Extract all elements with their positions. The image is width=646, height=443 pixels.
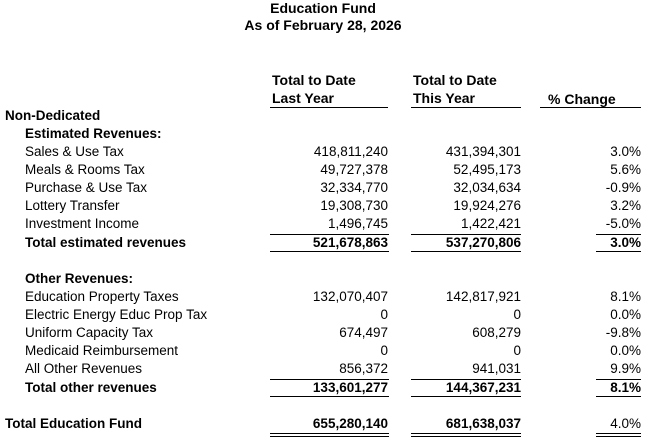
grand-total-this: 681,638,037 bbox=[445, 416, 521, 431]
estimated-row-last-year: 1,496,745 bbox=[327, 216, 388, 231]
grand-total-pct: 4.0% bbox=[610, 416, 641, 431]
other-row-pct-change: 8.1% bbox=[610, 289, 641, 304]
other-row-this-year: 608,279 bbox=[472, 325, 521, 340]
estimated-row-label: Sales & Use Tax bbox=[25, 144, 124, 159]
other-row-last-year: 0 bbox=[380, 307, 388, 322]
estimated-row-pct-change: 3.2% bbox=[610, 198, 641, 213]
estimated-row-last-year: 418,811,240 bbox=[313, 144, 388, 159]
col-last-year-header-line2: Last Year bbox=[272, 90, 335, 106]
other-revenues-heading: Other Revenues: bbox=[25, 271, 134, 286]
total-other-last: 133,601,277 bbox=[312, 380, 388, 395]
estimated-row-this-year: 431,394,301 bbox=[445, 144, 521, 159]
other-row-this-year: 0 bbox=[513, 307, 521, 322]
total-other-label: Total other revenues bbox=[25, 380, 157, 395]
other-row-last-year: 674,497 bbox=[339, 325, 388, 340]
estimated-row-this-year: 1,422,421 bbox=[460, 216, 521, 231]
grand-total-last: 655,280,140 bbox=[312, 416, 388, 431]
other-row-pct-change: 0.0% bbox=[610, 307, 641, 322]
estimated-row-label: Meals & Rooms Tax bbox=[25, 162, 145, 177]
estimated-row-pct-change: 3.0% bbox=[610, 144, 641, 159]
estimated-row-pct-change: -5.0% bbox=[605, 216, 641, 231]
col-pct-change-header: % Change bbox=[548, 91, 616, 107]
total-estimated-pct: 3.0% bbox=[610, 235, 641, 250]
col-last-year-header-line1: Total to Date bbox=[272, 72, 356, 88]
other-row-last-year: 0 bbox=[380, 343, 388, 358]
estimated-row-last-year: 32,334,770 bbox=[320, 180, 388, 195]
total-estimated-last: 521,678,863 bbox=[312, 235, 388, 250]
estimated-row-last-year: 49,727,378 bbox=[320, 162, 388, 177]
section-label-non-dedicated: Non-Dedicated bbox=[5, 108, 101, 123]
total-other-pct: 8.1% bbox=[610, 380, 641, 395]
estimated-row-this-year: 19,924,276 bbox=[453, 198, 521, 213]
other-row-this-year: 142,817,921 bbox=[445, 289, 521, 304]
estimated-row-last-year: 19,308,730 bbox=[320, 198, 388, 213]
estimated-row-this-year: 52,495,173 bbox=[453, 162, 521, 177]
other-row-pct-change: 9.9% bbox=[610, 361, 641, 376]
other-row-this-year: 941,031 bbox=[472, 361, 521, 376]
total-estimated-label: Total estimated revenues bbox=[25, 235, 187, 250]
estimated-row-label: Lottery Transfer bbox=[25, 198, 120, 213]
other-row-label: Uniform Capacity Tax bbox=[25, 325, 154, 340]
grand-total-label: Total Education Fund bbox=[5, 416, 142, 431]
other-row-pct-change: 0.0% bbox=[610, 343, 641, 358]
estimated-row-label: Purchase & Use Tax bbox=[25, 180, 148, 195]
estimated-row-label: Investment Income bbox=[25, 216, 140, 231]
report-subtitle: As of February 28, 2026 bbox=[244, 17, 402, 33]
other-row-this-year: 0 bbox=[513, 343, 521, 358]
other-row-label: Education Property Taxes bbox=[25, 289, 179, 304]
total-other-this: 144,367,231 bbox=[445, 380, 521, 395]
col-this-year-header-line1: Total to Date bbox=[413, 72, 497, 88]
other-row-pct-change: -9.8% bbox=[605, 325, 641, 340]
estimated-row-pct-change: -0.9% bbox=[605, 180, 641, 195]
other-row-last-year: 132,070,407 bbox=[312, 289, 388, 304]
other-row-last-year: 856,372 bbox=[339, 361, 388, 376]
other-row-label: All Other Revenues bbox=[25, 361, 143, 376]
other-row-label: Electric Energy Educ Prop Tax bbox=[25, 307, 208, 322]
estimated-row-pct-change: 5.6% bbox=[610, 162, 641, 177]
estimated-row-this-year: 32,034,634 bbox=[453, 180, 521, 195]
report-title: Education Fund bbox=[270, 0, 376, 16]
other-row-label: Medicaid Reimbursement bbox=[25, 343, 179, 358]
total-estimated-this: 537,270,806 bbox=[445, 235, 521, 250]
estimated-revenues-heading: Estimated Revenues: bbox=[25, 126, 162, 141]
col-this-year-header-line2: This Year bbox=[413, 90, 476, 106]
